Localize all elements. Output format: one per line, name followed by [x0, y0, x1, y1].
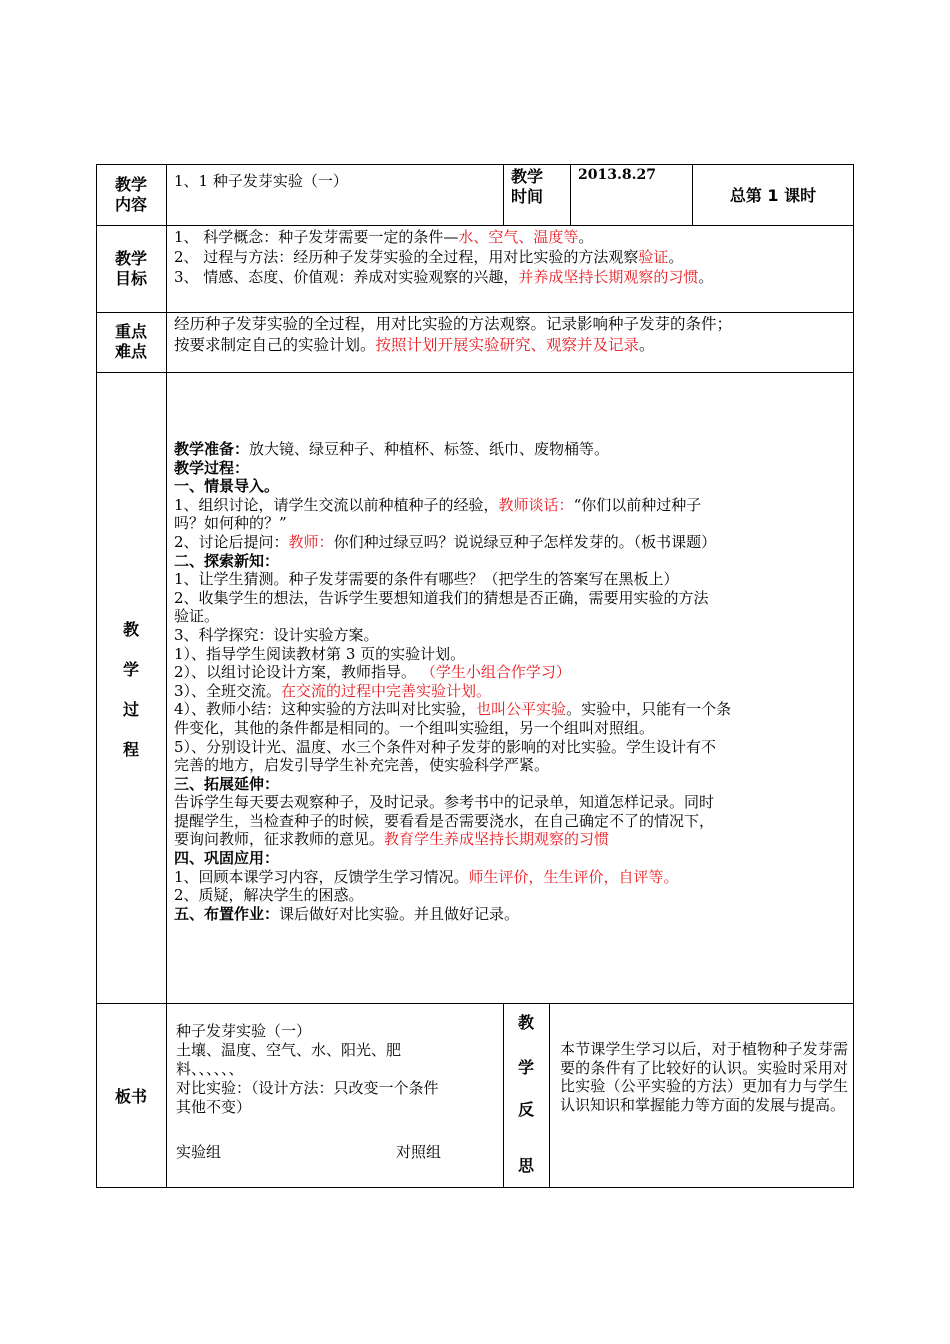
- reflection-label-4: 思: [517, 1156, 534, 1175]
- row-divider: [96, 1003, 854, 1004]
- lesson-count: 总第 1 课时: [729, 186, 817, 205]
- lesson-title: 1、1 种子发芽实验（一）: [174, 172, 348, 190]
- key-points-label: 重点 难点: [114, 322, 147, 361]
- reflection-label-1: 教: [517, 1013, 534, 1032]
- content-label: 教学 内容: [114, 175, 147, 214]
- process-label-2: 学: [122, 660, 139, 679]
- column-divider: [549, 1003, 550, 1188]
- column-divider: [166, 164, 167, 1188]
- row-divider: [96, 225, 854, 226]
- process-label-3: 过: [122, 700, 139, 719]
- board-label: 板书: [114, 1087, 147, 1106]
- process-content: 教学准备：放大镜、绿豆种子、种植杯、标签、纸巾、废物桶等。 教学过程： 一、情景导入。 1、组织讨论，请学生交流以前种植种子的经验，教师谈话：“你们以前种过种子 吗？如何种的？” 2、讨论后提问：教师：你们种过绿豆吗？说说绿豆种子怎样发芽的。（板书课题） 二、探索新知： 1、让学生猜测。种子发芽需要的条件有哪些？（把学生的答案写在黑板上） 2、收集学生的想法，告诉学生要想知道我们的猜想是否正确，需要用实验的方法 验证。 3、科学探究：设计实验方案。 1）、指导学生阅读教材第 3 页的实验计划。 2）、以组讨论设计方案，教师指导。 （学生小组合作学习） 3）、全班交流。在交流的过程中完善实验计划。 4）、教师小结：这种实验的方法叫对比实验，也叫公平实验。实验中，只能有一个条 件变化，其他的条件都是相同的。一个组叫实验组，另一个组叫对照组。 5）、分别设计光、温度、水三个条件对种子发芽的影响的对比实验。学生设计有不 完善的地方，启发引导学生补充完善，使实验科学严紧。 三、拓展延伸： 告诉学生每天要去观察种子，及时记录。参考书中的记录单，知道怎样记录。同时 提醒学生，当检查种子的时候，要看看是否需要浇水，在自己确定不了的情况下， 要询问教师，征求教师的意见。教育学生养成坚持长期观察的习惯 四、巩固应用： 1、回顾本课学习内容，反馈学生学习情况。师生评价，生生评价，自评等。 2、质疑，解决学生的困惑。 五、布置作业：课后做好对比实验。并且做好记录。: [174, 440, 732, 923]
- reflection-content: 本节课学生学习以后，对于植物种子发芽需要的条件有了比较好的认识。实验时采用对比实验（公平实验的方法）更加有力与学生认识知识和掌握能力等方面的发展与提高。: [560, 1040, 848, 1114]
- board-content: 种子发芽实验（一） 土壤、温度、空气、水、阳光、肥 料、、、、、、 对比实验：（设计方法：只改变一个条件 其他不变）: [176, 1022, 439, 1116]
- row-divider: [96, 312, 854, 313]
- goals-label: 教学 目标: [114, 249, 147, 288]
- process-label-4: 程: [122, 740, 139, 759]
- lesson-date: 2013.8.27: [578, 167, 656, 183]
- board-control-group: 对照组: [396, 1143, 442, 1161]
- goals-content: 1、 科学概念：种子发芽需要一定的条件—水、空气、温度等。 2、 过程与方法：经历种子发芽实验的全过程，用对比实验的方法观察验证。 3、 情感、态度、价值观：养成对实验观察的兴趣，并养成坚持长期观察的习惯。: [174, 228, 714, 286]
- board-experiment-group: 实验组: [176, 1143, 222, 1161]
- time-label: 教学 时间: [511, 167, 544, 206]
- reflection-label-3: 反: [517, 1100, 534, 1119]
- row-divider: [96, 372, 854, 373]
- key-points-content: 经历种子发芽实验的全过程，用对比实验的方法观察。记录影响种子发芽的条件； 按要求制定自己的实验计划。按照计划开展实验研究、观察并及记录。: [174, 315, 733, 354]
- reflection-label-2: 学: [517, 1058, 534, 1077]
- process-label-1: 教: [122, 620, 139, 639]
- column-divider: [570, 164, 571, 225]
